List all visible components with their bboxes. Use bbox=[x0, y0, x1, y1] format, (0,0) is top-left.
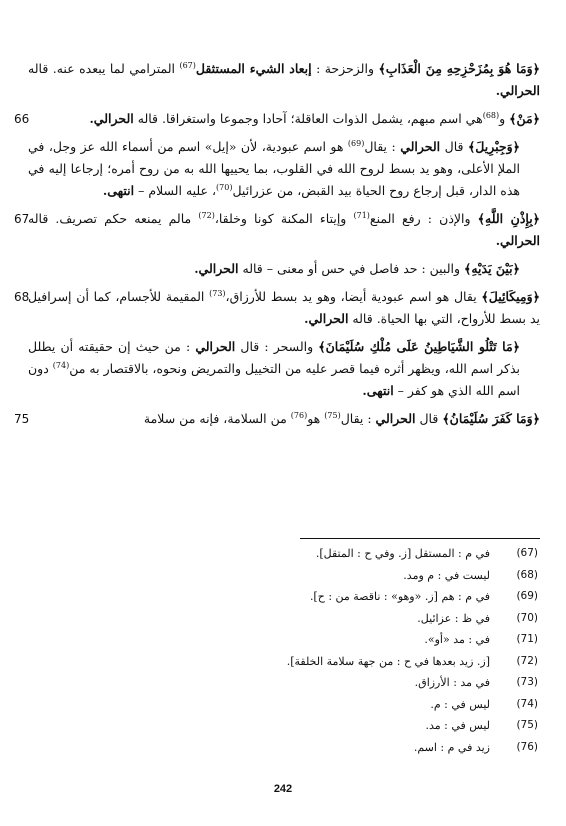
footnote-ref: (68) bbox=[482, 110, 500, 120]
footnote bbox=[28, 694, 538, 716]
text-segment: قال bbox=[440, 139, 468, 154]
footnote-ref: (70) bbox=[216, 182, 233, 192]
footnote-text: [ز. زيد بعدها في ح : من جهة سلامة الخلقة]. bbox=[286, 654, 490, 668]
footnote-text: ليس في : مد. bbox=[425, 719, 490, 732]
footnote bbox=[28, 586, 538, 608]
commentary-entry bbox=[14, 108, 540, 130]
text-segment: المقيمة للأجسام، كما أن إسرافيل يد بسط للأرواح، التي بها الحياة. قاله bbox=[28, 289, 540, 326]
text-segment: ، عليه السلام – bbox=[134, 183, 217, 198]
footnote-number: (74) bbox=[516, 697, 538, 710]
footnote-text: زيد في م : اسم. bbox=[413, 740, 490, 754]
bold-term: الحرالي bbox=[375, 411, 416, 426]
footnote-number: (68) bbox=[516, 568, 538, 581]
footnote-ref: (76) bbox=[290, 410, 308, 420]
text-segment: المترامي لما يبعده عنه. قاله bbox=[28, 61, 180, 76]
text-segment: قال bbox=[415, 411, 443, 426]
footnote bbox=[28, 672, 538, 694]
text-segment: والبين : حد فاصل في حس أو معنى – قاله bbox=[238, 261, 464, 276]
text-segment: والزحزحة : bbox=[311, 61, 379, 76]
footnote-separator bbox=[300, 538, 540, 539]
quran-quote: ﴿بَيْنَ يَدَيْهِ﴾ bbox=[464, 261, 520, 276]
verse-number: 68 bbox=[14, 290, 30, 304]
text-segment: والإذن : رفع المنع bbox=[369, 211, 478, 226]
footnote bbox=[28, 629, 538, 651]
bold-term: الحرالي bbox=[195, 339, 236, 354]
footnote-ref: (74) bbox=[52, 360, 70, 370]
text-segment: والسحر : قال bbox=[235, 339, 319, 354]
bold-term: إبعاد الشيء المستثقل bbox=[195, 61, 312, 76]
bold-term: الحرالي. bbox=[304, 311, 349, 326]
quran-quote: ﴿مَا تَتْلُو الشَّيَاطِينُ عَلَى مُلْكِ سُلَيْمَانَ﴾ bbox=[318, 339, 520, 354]
text-segment: مالم يمنعه حكم تصريف. قاله bbox=[28, 211, 199, 226]
footnote bbox=[28, 651, 538, 673]
bold-term: الحرالي. bbox=[495, 83, 540, 98]
bold-term: الحرالي. bbox=[194, 261, 239, 276]
footnote-number: (72) bbox=[516, 654, 538, 667]
bold-term: الحرالي bbox=[400, 139, 441, 154]
commentary-entry bbox=[14, 408, 540, 430]
bold-term: الحرالي. bbox=[495, 233, 540, 248]
text-segment: دون اسم الله الذي هو كفر – bbox=[28, 361, 520, 398]
quran-quote: ﴿وَمِيكَائِيلَ﴾ bbox=[481, 289, 540, 304]
verse-number: 67 bbox=[14, 212, 30, 226]
footnote-text: في م : المستقل [ز. وفي ح : المتقل]. bbox=[315, 547, 490, 560]
footnote-text: ليس في : م. bbox=[430, 697, 490, 711]
footnote-text: في م : هم [ز. «وهو» : ناقصة من : ح]. bbox=[309, 590, 490, 603]
footnote bbox=[28, 737, 538, 759]
footnote-ref: (75) bbox=[324, 410, 341, 420]
footnote-number: (70) bbox=[516, 611, 538, 624]
footnote-ref: (72) bbox=[198, 210, 215, 220]
footnote bbox=[28, 608, 538, 630]
commentary-entry bbox=[28, 58, 540, 102]
footnote-ref: (73) bbox=[209, 288, 226, 298]
footnote-ref: (71) bbox=[353, 210, 370, 220]
quran-quote: ﴿مَنْ﴾ bbox=[509, 111, 540, 126]
footnote-number: (67) bbox=[516, 547, 538, 559]
footnote-text: ليست في : م ومد. bbox=[403, 568, 490, 582]
quran-quote: ﴿وَمَا هُوَ بِمُزَحْزِحِهِ مِنَ الْعَذَابِ﴾ bbox=[378, 61, 540, 76]
footnote bbox=[28, 715, 538, 737]
text-segment: هي اسم مبهم، يشمل الذوات العاقلة؛ آحادا وجموعا واستغراقا. قاله bbox=[133, 111, 483, 126]
quran-quote: ﴿وَمَا كَفَرَ سُلَيْمَانُ﴾ bbox=[442, 411, 540, 426]
text-segment: : يقال bbox=[364, 139, 401, 154]
text-segment: : من حيث إن حقيقته أن يطلل بذكر اسم الله، ويظهر أثره فيما قصر عليه من التخييل والتمريض ونحوه، بالاقتصار به من bbox=[28, 339, 520, 376]
page-number: 242 bbox=[273, 783, 293, 795]
footnote-number: (76) bbox=[516, 740, 538, 753]
footnote-number: (69) bbox=[516, 590, 538, 602]
text-segment: يقال هو اسم عبودية أيضا، وهو يد بسط للأرزاق، bbox=[225, 289, 482, 304]
footnote-number: (71) bbox=[516, 633, 538, 645]
footnote-number: (75) bbox=[516, 719, 538, 731]
text-segment: من السلامة، فإنه من سلامة bbox=[143, 411, 291, 426]
text-segment: وإيتاء المكنة كونا وخلقا، bbox=[214, 211, 354, 226]
bold-term: الحرالي. bbox=[89, 111, 134, 126]
text-segment: هو اسم عبودية، لأن «إيل» اسم من أسماء الله عز وجل، في الملإ الأعلى، وهو يد بسط لروح الله في القلوب، بما يحييها الله به من روح أمره؛ إرجاعا إليه في هذه الدار، قبل إرجاع روح الحياة بيد القبض، من عزرائيل bbox=[28, 139, 520, 198]
quran-quote: ﴿وَجِبْرِيلَ﴾ bbox=[467, 139, 520, 154]
footnote-text: في : مد «أو». bbox=[424, 633, 490, 646]
commentary-entry bbox=[28, 258, 540, 280]
commentary-entry bbox=[28, 336, 540, 402]
footnote-text: في ظ : عزائيل. bbox=[417, 611, 490, 625]
footnote-ref: (67) bbox=[179, 60, 196, 70]
footnote bbox=[28, 565, 538, 587]
footnotes bbox=[28, 543, 538, 758]
text-segment: : يقال bbox=[340, 411, 376, 426]
commentary-entry bbox=[14, 208, 540, 252]
quran-quote: ﴿بِإِذْنِ اللَّهِ﴾ bbox=[477, 211, 540, 226]
bold-term: انتهى. bbox=[102, 183, 135, 198]
footnote-number: (73) bbox=[516, 676, 538, 688]
text-segment: هو bbox=[307, 411, 325, 426]
bold-term: انتهى. bbox=[362, 383, 394, 398]
commentary-entry bbox=[28, 136, 540, 202]
main-text bbox=[14, 58, 540, 436]
footnote-text: في مد : الأرزاق. bbox=[414, 676, 490, 689]
footnote bbox=[28, 543, 538, 565]
verse-number: 66 bbox=[14, 112, 30, 126]
verse-number: 75 bbox=[14, 412, 30, 426]
text-segment: و bbox=[499, 111, 510, 126]
commentary-entry bbox=[14, 286, 540, 330]
footnote-ref: (69) bbox=[347, 138, 365, 148]
